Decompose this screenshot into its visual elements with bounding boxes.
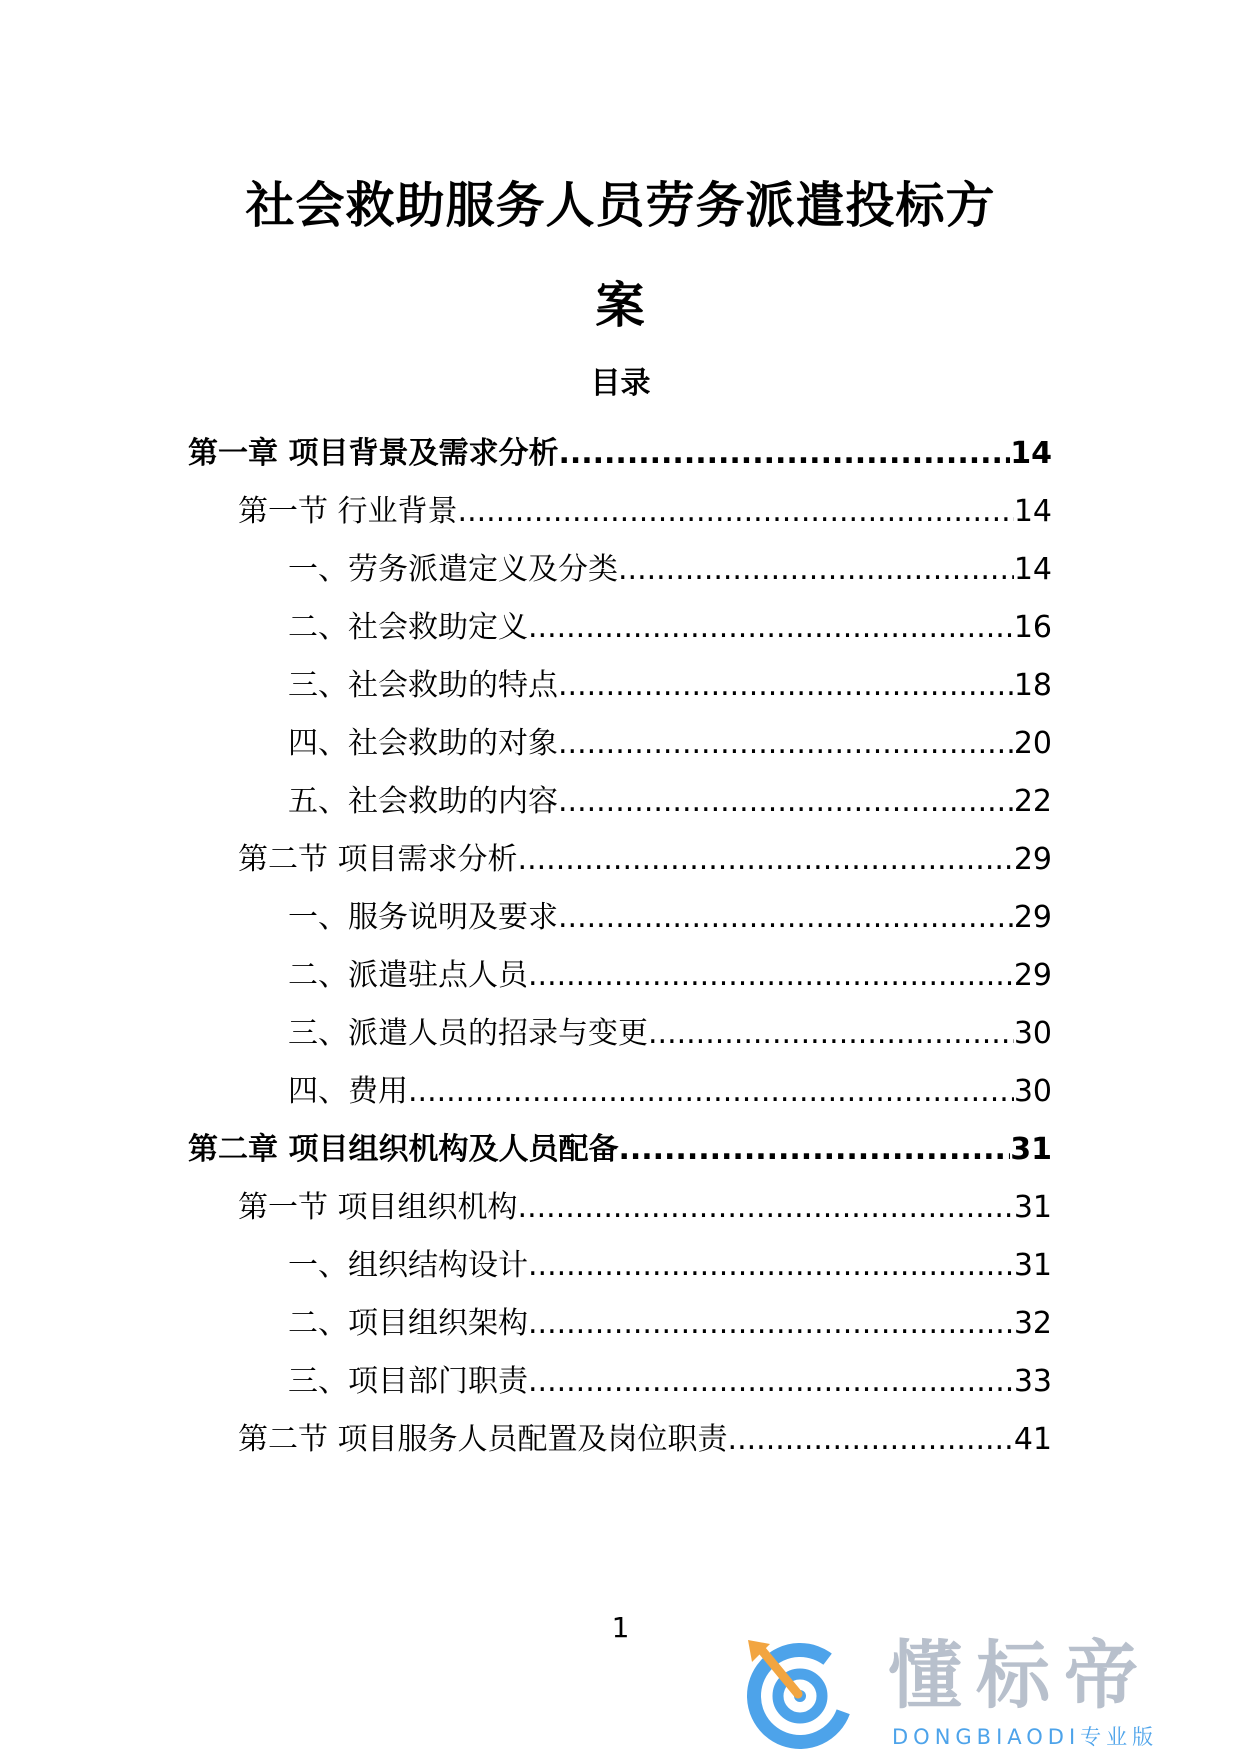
toc-dot-leader	[528, 604, 1014, 652]
toc-entry-page: 29	[1013, 900, 1052, 935]
toc-entry[interactable]	[238, 1184, 1052, 1232]
toc-entry-page: 14	[1010, 436, 1052, 471]
toc-entry-label: 三、派遣人员的招录与变更	[288, 1016, 648, 1051]
watermark-logo	[740, 1630, 1220, 1754]
toc-entry[interactable]	[188, 430, 1052, 478]
toc-dot-leader	[528, 1242, 1014, 1290]
toc-dot-leader	[558, 720, 1014, 768]
toc-entry[interactable]	[288, 662, 1052, 710]
toc-entry-page: 30	[1013, 1074, 1052, 1109]
document-title-line-2: 案	[595, 277, 646, 334]
toc-dot-leader	[618, 1126, 1010, 1174]
page-number: 1	[611, 1611, 630, 1644]
toc-entry-page: 31	[1013, 1248, 1052, 1283]
toc-entry-page: 29	[1013, 958, 1052, 993]
toc-entry-label: 二、社会救助定义	[288, 610, 528, 645]
toc-dot-leader	[728, 1416, 1014, 1464]
toc-entry[interactable]	[288, 720, 1052, 768]
toc-entry-label: 第一节 行业背景	[238, 494, 458, 529]
watermark-brand: 懂标帝	[888, 1633, 1152, 1719]
toc-entry[interactable]	[288, 1358, 1052, 1406]
toc-entry-label: 一、组织结构设计	[288, 1248, 528, 1283]
toc-dot-leader	[518, 1184, 1014, 1232]
toc-entry-page: 29	[1013, 842, 1052, 877]
toc-dot-leader	[528, 952, 1014, 1000]
toc-dot-leader	[528, 1300, 1014, 1348]
toc-entry[interactable]	[288, 1068, 1052, 1116]
toc-dot-leader	[648, 1010, 1014, 1058]
toc-entry-page: 30	[1013, 1016, 1052, 1051]
toc-entry-label: 一、服务说明及要求	[288, 900, 558, 935]
toc-dot-leader	[528, 1358, 1014, 1406]
toc-entry-label: 第一节 项目组织机构	[238, 1190, 518, 1225]
toc-entry[interactable]	[238, 836, 1052, 884]
toc-entry-label: 二、项目组织架构	[288, 1306, 528, 1341]
toc-dot-leader	[558, 430, 1010, 478]
toc-entry-page: 33	[1013, 1364, 1052, 1399]
toc-dot-leader	[558, 662, 1014, 710]
toc-entry-page: 14	[1013, 552, 1052, 587]
toc-entry-page: 31	[1010, 1132, 1052, 1167]
toc-entry-label: 二、派遣驻点人员	[288, 958, 528, 993]
toc-entry-label: 第二节 项目服务人员配置及岗位职责	[238, 1422, 728, 1457]
toc-entry-label: 第一章 项目背景及需求分析	[188, 436, 559, 471]
toc-dot-leader	[408, 1068, 1014, 1116]
toc-entry[interactable]	[238, 1416, 1052, 1464]
toc-entry-page: 22	[1013, 784, 1052, 819]
toc-entry-label: 三、社会救助的特点	[288, 668, 558, 703]
toc-entry[interactable]	[238, 488, 1052, 536]
toc-dot-leader	[518, 836, 1014, 884]
toc-dot-leader	[558, 778, 1014, 826]
toc-entry-label: 一、劳务派遣定义及分类	[288, 552, 618, 587]
toc-entry[interactable]	[188, 1126, 1052, 1174]
toc-dot-leader	[458, 488, 1014, 536]
toc-entry-page: 16	[1013, 610, 1052, 645]
toc-entry-page: 32	[1013, 1306, 1052, 1341]
toc-dot-leader	[618, 546, 1014, 594]
document-title-line-1: 社会救助服务人员劳务派遣投标方	[245, 177, 996, 234]
toc-entry-page: 14	[1013, 494, 1052, 529]
toc-entry-label: 四、费用	[288, 1074, 408, 1109]
toc-entry-page: 31	[1013, 1190, 1052, 1225]
toc-entry-label: 第二节 项目需求分析	[238, 842, 518, 877]
toc-entry[interactable]	[288, 778, 1052, 826]
toc-dot-leader	[558, 894, 1014, 942]
toc-entry[interactable]	[288, 894, 1052, 942]
toc-entry-page: 18	[1013, 668, 1052, 703]
toc-entry-label: 三、项目部门职责	[288, 1364, 528, 1399]
toc-entry[interactable]	[288, 604, 1052, 652]
toc-entry-page: 20	[1013, 726, 1052, 761]
toc-entry[interactable]	[288, 1300, 1052, 1348]
toc-entry[interactable]	[288, 952, 1052, 1000]
toc-entry[interactable]	[288, 1242, 1052, 1290]
toc-heading: 目录	[590, 366, 651, 401]
toc-entry-label: 第二章 项目组织机构及人员配备	[188, 1132, 619, 1167]
target-arrow-icon	[740, 1632, 860, 1752]
toc-entry[interactable]	[288, 1010, 1052, 1058]
toc-entry-label: 四、社会救助的对象	[288, 726, 558, 761]
toc-entry-label: 五、社会救助的内容	[288, 784, 558, 819]
toc-entry[interactable]	[288, 546, 1052, 594]
watermark-subtitle: DONGBIAODI专业版	[892, 1725, 1159, 1749]
toc-entry-page: 41	[1013, 1422, 1052, 1457]
